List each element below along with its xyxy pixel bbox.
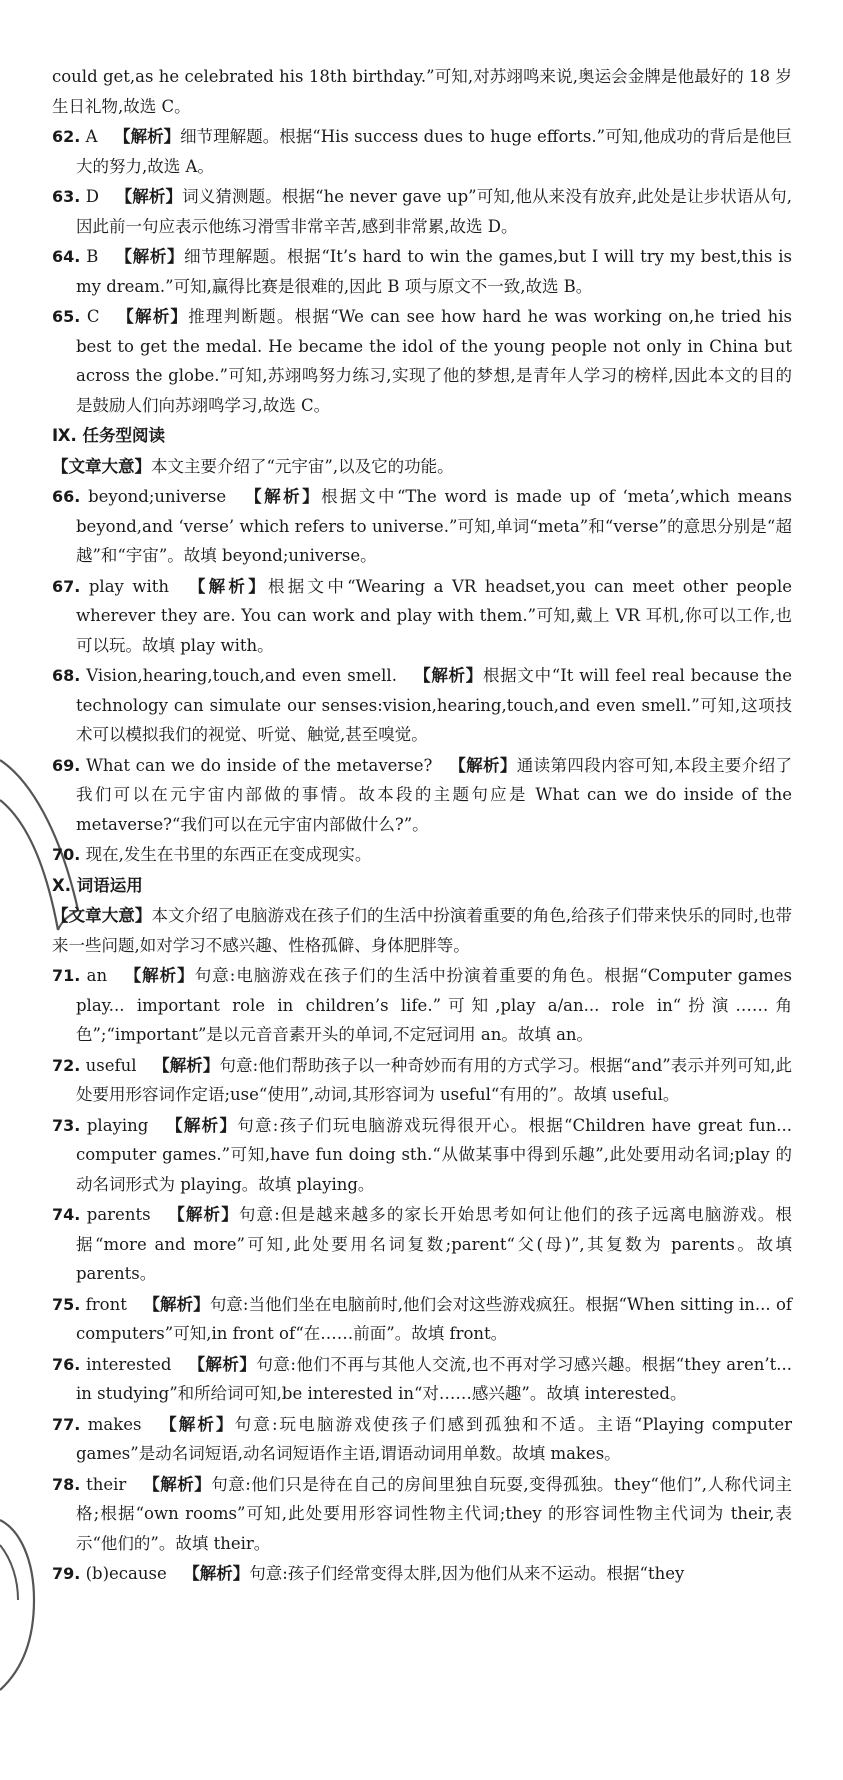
analysis-tag: 【解析】 <box>123 966 195 985</box>
question-number: 68. <box>52 666 81 685</box>
explanation-text: 根据文中“It will feel real because the technology can simulate our senses:vision,hearing,touch,and even smell.”可知,这项技术可以模拟我们的视觉、听觉、触觉,甚至嗅觉。 <box>76 666 793 744</box>
answer-item <box>52 122 792 181</box>
answer-value: makes <box>87 1414 142 1434</box>
answer-item <box>52 1350 792 1409</box>
question-number: 73. <box>52 1115 81 1135</box>
explanation-text: 细节理解题。根据“His success dues to huge efforts.”可知,他成功的背后是他巨大的努力,故选 A。 <box>76 127 793 176</box>
question-number: 78. <box>52 1474 81 1494</box>
question-number: 77. <box>52 1414 81 1434</box>
answer-text-column <box>52 62 792 1590</box>
answer-value: front <box>85 1294 127 1314</box>
answer-item <box>52 1111 792 1200</box>
answer-value: C <box>86 307 100 326</box>
question-number: 76. <box>52 1354 81 1374</box>
analysis-tag: 【解析】 <box>413 666 483 685</box>
answer-item <box>52 1470 792 1559</box>
answer-item <box>52 1290 792 1349</box>
answer-item <box>52 661 792 750</box>
answer-value: their <box>86 1474 127 1494</box>
analysis-tag: 【解析】 <box>153 1055 220 1075</box>
explanation-text: 句意:他们只是待在自己的房间里独自玩耍,变得孤独。they“他们”,人称代词主格;根据“own rooms”可知,此处要用形容词性物主代词;they 的形容词性物主代词为 their,表示“他们的”。故填 their。 <box>76 1474 793 1553</box>
explanation-text: 细节理解题。根据“It’s hard to win the games,but I will try my best,this is my dream.”可知,赢得比赛是很难的,因此 B 项与原文不一致,故选 B。 <box>76 247 793 296</box>
analysis-tag: 【解析】 <box>187 1354 257 1374</box>
explanation-text: 推理判断题。根据“We can see how hard he was working on,he tried his best to get the medal. He became the idol of the young people not only in China but across the globe.”可知,苏翊鸣努力练习,实现了他的梦想,是青年人学习的榜样,因此本文的目的是鼓励人们向苏翊鸣学习,故选 C。 <box>76 307 793 415</box>
answer-item <box>52 242 792 301</box>
analysis-tag: 【解析】 <box>448 755 517 775</box>
answer-value: D <box>85 187 99 206</box>
explanation-text: 句意:孩子们玩电脑游戏玩得很开心。根据“Children have great fun... computer games.”可知,have fun doing sth.“从做某事中得到乐趣”,此处要用动名词;play 的动名词形式为 playing。故填 playing。 <box>76 1115 793 1194</box>
analysis-tag: 【解析】 <box>142 1474 212 1494</box>
answer-item <box>52 572 792 661</box>
answer-value: play with <box>88 576 170 596</box>
explanation-text: 句意:孩子们经常变得太胖,因为他们从来不运动。根据“they <box>249 1564 685 1583</box>
answer-value: useful <box>85 1055 137 1075</box>
answer-item <box>52 302 792 420</box>
answer-value: Vision,hearing,touch,and even smell. <box>86 666 397 685</box>
answer-item <box>52 961 792 1050</box>
analysis-tag: 【解析】 <box>185 576 268 596</box>
analysis-tag: 【解析】 <box>115 307 189 326</box>
explanation-text: 句意:他们不再与其他人交流,也不再对学习感兴趣。根据“they aren’t... in studying”和所给词可知,be interested in“对……感兴趣”。故填 interested。 <box>76 1354 792 1403</box>
section-heading: Ⅹ. 词语运用 <box>52 875 143 895</box>
answer-item <box>52 182 792 241</box>
analysis-tag: 【解析】 <box>183 1564 250 1583</box>
question-number: 65. <box>52 307 81 326</box>
question-number: 79. <box>52 1564 81 1583</box>
question-number: 74. <box>52 1205 81 1224</box>
analysis-tag: 【解析】 <box>115 187 183 206</box>
question-number: 63. <box>52 187 81 206</box>
answer-value: B <box>86 247 99 266</box>
analysis-tag: 【解析】 <box>114 127 181 146</box>
question-number: 64. <box>52 247 81 266</box>
answer-value: interested <box>86 1354 172 1374</box>
answer-item <box>52 1200 792 1289</box>
explanation-text: 根据文中“Wearing a VR headset,you can meet other people wherever they are. You can work and play with them.”可知,戴上 VR 耳机,你可以工作,也可以玩。故填 play with。 <box>76 576 792 655</box>
explanation-text: 句意:玩电脑游戏使孩子们感到孤独和不适。主语“Playing computer games”是动名词短语,动名词短语作主语,谓语动词用单数。故填 makes。 <box>76 1414 792 1463</box>
paragraph-text: 本文主要介绍了“元宇宙”,以及它的功能。 <box>151 456 454 476</box>
analysis-tag: 【解析】 <box>164 1115 238 1135</box>
answer-value: beyond;universe <box>88 487 227 506</box>
section-tag: 【文章大意】 <box>52 906 152 925</box>
question-number: 72. <box>52 1055 81 1075</box>
paragraph-text: 本文介绍了电脑游戏在孩子们的生活中扮演着重要的角色,给孩子们带来快乐的同时,也带来一些问题,如对学习不感兴趣、性格孤僻、身体肥胖等。 <box>52 906 792 955</box>
analysis-tag: 【解析】 <box>242 487 322 506</box>
question-number: 66. <box>52 487 81 506</box>
explanation-text: 根据文中“The word is made up of ‘meta’,which means beyond,and ‘verse’ which refers to universe.”可知,单词“meta”和“verse”的意思分别是“超越”和“宇宙”。故填 beyond;universe。 <box>76 487 793 565</box>
answer-value: (b)ecause <box>85 1564 167 1583</box>
summary-paragraph <box>52 452 792 482</box>
summary-paragraph <box>52 901 792 960</box>
answer-item <box>52 751 792 840</box>
page-curl-decoration-lower <box>0 1500 60 1700</box>
question-number: 69. <box>52 755 81 775</box>
explanation-text: 现在,发生在书里的东西正在变成现实。 <box>85 845 372 864</box>
paragraph-text: could get,as he celebrated his 18th birthday.”可知,对苏翊鸣来说,奥运会金牌是他最好的 18 岁生日礼物,故选 C。 <box>52 67 792 116</box>
answer-value: A <box>85 127 98 146</box>
question-number: 70. <box>52 845 81 864</box>
analysis-tag: 【解析】 <box>143 1294 210 1314</box>
explanation-text: 句意:电脑游戏在孩子们的生活中扮演着重要的角色。根据“Computer games play... important role in children’s life.”可知,play a/an... role in“扮演……角色”;“important”是以元音音素开头的单词,不定冠词用 an。故填 an。 <box>76 966 793 1044</box>
answer-item <box>52 840 792 870</box>
explanation-text: 通读第四段内容可知,本段主要介绍了我们可以在元宇宙内部做的事情。故本段的主题句应是 What can we do inside of the metaverse?“我们可以在元宇宙内部做什么?”。 <box>76 755 793 834</box>
answer-value: an <box>86 966 108 985</box>
question-number: 75. <box>52 1294 81 1314</box>
explanation-text: 句意:但是越来越多的家长开始思考如何让他们的孩子远离电脑游戏。根据“more and more”可知,此处要用名词复数;parent“父(母)”,其复数为 parents。故填 parents。 <box>76 1205 793 1283</box>
answer-value: What can we do inside of the metaverse? <box>85 755 433 775</box>
answer-item <box>52 482 792 571</box>
analysis-tag: 【解析】 <box>167 1205 239 1224</box>
explanation-text: 句意:当他们坐在电脑前时,他们会对这些游戏疯狂。根据“When sitting in... of computers”可知,in front of“在……前面”。故填 front。 <box>76 1294 792 1343</box>
answer-value: playing <box>86 1115 149 1135</box>
answer-item <box>52 1410 792 1469</box>
answer-item <box>52 1559 792 1589</box>
analysis-tag: 【解析】 <box>114 247 185 266</box>
explanation-text: 句意:他们帮助孩子以一种奇妙而有用的方式学习。根据“and”表示并列可知,此处要用形容词作定语;use“使用”,动词,其形容词为 useful“有用的”。故填 useful。 <box>76 1055 793 1104</box>
section-heading: Ⅸ. 任务型阅读 <box>52 426 166 445</box>
section-tag: 【文章大意】 <box>52 456 151 476</box>
explanation-text: 词义猜测题。根据“he never gave up”可知,他从来没有放弃,此处是让步状语从句,因此前一句应表示他练习滑雪非常辛苦,感到非常累,故选 D。 <box>76 187 792 236</box>
answer-item <box>52 1051 792 1110</box>
question-number: 71. <box>52 966 81 985</box>
question-number: 62. <box>52 127 81 146</box>
analysis-tag: 【解析】 <box>157 1414 235 1434</box>
answer-value: parents <box>86 1205 151 1224</box>
question-number: 67. <box>52 576 81 596</box>
summary-paragraph <box>52 62 792 121</box>
